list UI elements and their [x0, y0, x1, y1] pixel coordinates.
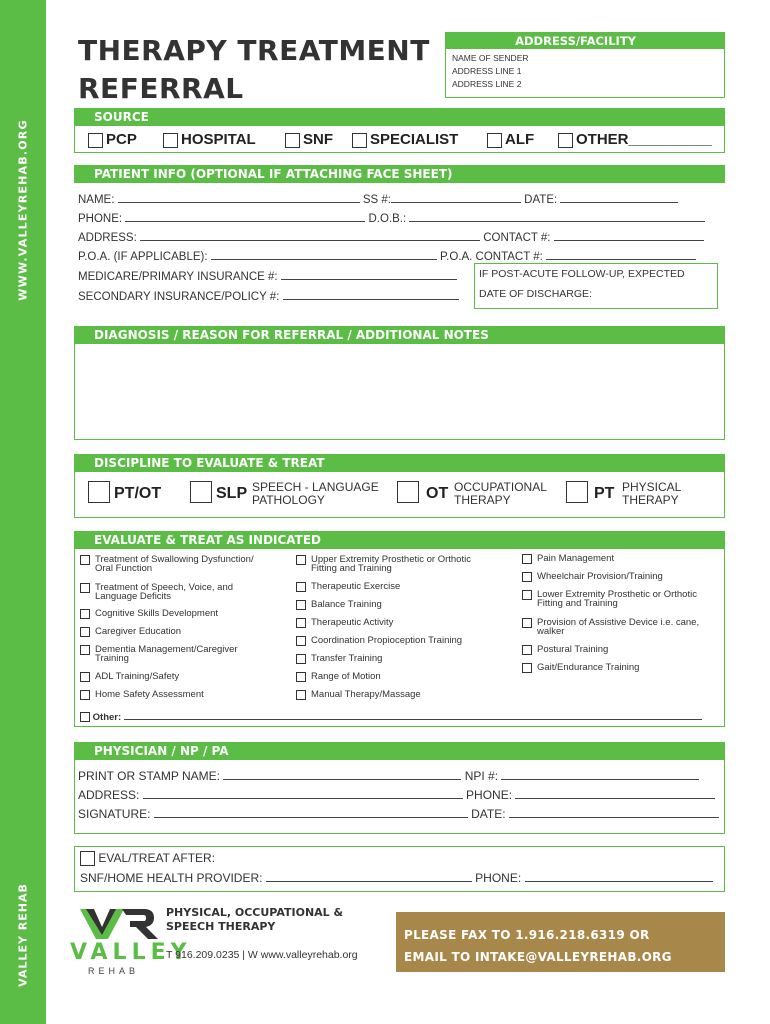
treatment-label: Provision of Assistive Device i.e. cane,: [537, 617, 700, 628]
treatment-label: Pain Management: [537, 553, 615, 564]
address-facility-box[interactable]: [445, 32, 725, 98]
treatment-option[interactable]: [522, 618, 699, 636]
treatment-checkbox[interactable]: [296, 582, 306, 592]
treatment-option[interactable]: [522, 554, 614, 563]
treatment-label: Balance Training: [311, 599, 382, 610]
treatment-label: Gait/Endurance Training: [537, 662, 640, 673]
eval-after-checkbox[interactable]: [80, 851, 95, 866]
treatment-checkbox[interactable]: [80, 672, 90, 682]
treatment-option[interactable]: [80, 583, 233, 601]
treatment-checkbox[interactable]: [296, 618, 306, 628]
treatment-option[interactable]: [296, 654, 382, 663]
source-hospital-option[interactable]: HOSPITAL: [163, 131, 256, 149]
treatment-label: walker: [537, 626, 565, 637]
treatment-checkbox[interactable]: [522, 645, 532, 655]
source-other-option[interactable]: OTHER__________: [558, 131, 712, 149]
evaluate-other-row[interactable]: Other:: [80, 711, 702, 725]
pcp-checkbox[interactable]: [88, 133, 103, 148]
treatment-checkbox[interactable]: [80, 627, 90, 637]
website-vertical-text: WWW.VALLEYREHAB.ORG: [16, 119, 30, 301]
treatment-label: Therapeutic Exercise: [311, 581, 401, 592]
treatment-checkbox[interactable]: [80, 609, 90, 619]
treatment-option[interactable]: [522, 645, 608, 654]
treatment-option[interactable]: [296, 582, 400, 591]
discipline-pt-option[interactable]: PT PHYSICAL THERAPY: [566, 481, 588, 503]
treatment-option[interactable]: [522, 663, 639, 672]
treatment-option[interactable]: [80, 627, 181, 636]
treatment-checkbox[interactable]: [296, 600, 306, 610]
treatment-checkbox[interactable]: [80, 690, 90, 700]
alf-checkbox[interactable]: [487, 133, 502, 148]
treatment-checkbox[interactable]: [522, 554, 532, 564]
evaluate-treat-heading: EVALUATE & TREAT AS INDICATED: [74, 531, 725, 549]
patient-medicare-row[interactable]: MEDICARE/PRIMARY INSURANCE #:: [78, 269, 457, 284]
treatment-checkbox[interactable]: [522, 572, 532, 582]
treatment-label: Postural Training: [537, 644, 609, 655]
treatment-checkbox[interactable]: [80, 583, 90, 593]
post-acute-discharge-box[interactable]: IF POST-ACUTE FOLLOW-UP, EXPECTED DATE OF DISCHARGE:: [474, 263, 718, 309]
diagnosis-heading: DIAGNOSIS / REASON FOR REFERRAL / ADDITIONAL NOTES: [74, 326, 725, 344]
sidebar-band: [0, 0, 46, 1024]
treatment-option[interactable]: [522, 572, 663, 581]
treatment-checkbox[interactable]: [80, 645, 90, 655]
treatment-option[interactable]: [296, 555, 471, 573]
treatment-checkbox[interactable]: [296, 654, 306, 664]
treatment-option[interactable]: [80, 555, 254, 573]
fax-line: PLEASE FAX TO 1.916.218.6319 OR: [404, 928, 650, 942]
eval-after-row[interactable]: EVAL/TREAT AFTER:: [80, 851, 215, 866]
address-line-2: ADDRESS LINE 2: [452, 79, 522, 89]
ot-checkbox[interactable]: [397, 481, 419, 503]
source-specialist-option[interactable]: SPECIALIST: [352, 131, 458, 149]
sender-name-line: NAME OF SENDER: [452, 53, 529, 63]
address-line-1: ADDRESS LINE 1: [452, 66, 522, 76]
discipline-ot-option[interactable]: OT OCCUPATIONAL THERAPY: [397, 481, 419, 503]
treatment-checkbox[interactable]: [296, 636, 306, 646]
patient-poa-row[interactable]: P.O.A. (IF APPLICABLE): P.O.A. CONTACT #:: [78, 249, 696, 264]
treatment-checkbox[interactable]: [296, 555, 306, 565]
source-snf-option[interactable]: SNF: [285, 131, 333, 149]
address-facility-heading: ADDRESS/FACILITY: [446, 33, 724, 49]
treatment-option[interactable]: [296, 690, 421, 699]
discipline-heading: DISCIPLINE TO EVALUATE & TREAT: [74, 454, 725, 472]
treatment-label: Upper Extremity Prosthetic or Orthotic: [311, 554, 471, 565]
physician-signature-row[interactable]: SIGNATURE: DATE:: [78, 807, 719, 821]
treatment-label: Oral Function: [95, 563, 153, 574]
physician-heading: PHYSICIAN / NP / PA: [74, 742, 725, 760]
email-line[interactable]: EMAIL TO INTAKE@VALLEYREHAB.ORG: [404, 950, 672, 964]
other-checkbox[interactable]: [558, 133, 573, 148]
treatment-option[interactable]: [80, 645, 238, 663]
patient-name-row[interactable]: NAME: SS #: DATE:: [78, 192, 678, 207]
treatment-label: Transfer Training: [311, 653, 383, 664]
patient-phone-row[interactable]: PHONE: D.O.B.:: [78, 211, 705, 226]
discipline-ptot-option[interactable]: PT/OT: [88, 481, 110, 503]
source-pcp-option[interactable]: PCP: [88, 131, 137, 149]
treatment-label: Home Safety Assessment: [95, 689, 204, 700]
treatment-label: Fitting and Training: [537, 598, 618, 609]
vr-logo-icon: [72, 905, 167, 941]
patient-secondary-row[interactable]: SECONDARY INSURANCE/POLICY #:: [78, 289, 459, 304]
treatment-label: Cognitive Skills Development: [95, 608, 219, 619]
patient-info-heading: PATIENT INFO (OPTIONAL IF ATTACHING FACE SHEET): [74, 165, 725, 183]
ptot-checkbox[interactable]: [88, 481, 110, 503]
footer-contact: T 916.209.0235 | W www.valleyrehab.org: [166, 949, 358, 961]
provider-row[interactable]: SNF/HOME HEALTH PROVIDER: PHONE:: [80, 871, 713, 885]
physician-address-row[interactable]: ADDRESS: PHONE:: [78, 788, 715, 802]
pt-checkbox[interactable]: [566, 481, 588, 503]
logo-subword: REHAB: [88, 966, 140, 976]
patient-address-row[interactable]: ADDRESS: CONTACT #:: [78, 230, 704, 245]
treatment-checkbox[interactable]: [522, 663, 532, 673]
treatment-label: ADL Training/Safety: [95, 671, 180, 682]
treatment-label: Caregiver Education: [95, 626, 182, 637]
discipline-slp-option[interactable]: SLP SPEECH - LANGUAGE PATHOLOGY: [190, 481, 212, 503]
treatment-label: Language Deficits: [95, 591, 172, 602]
logo-wordmark: VALLEY: [70, 940, 192, 965]
snf-checkbox[interactable]: [285, 133, 300, 148]
footer-tagline: PHYSICAL, OCCUPATIONAL & SPEECH THERAPY: [166, 906, 344, 933]
physician-name-row[interactable]: PRINT OR STAMP NAME: NPI #:: [78, 769, 699, 783]
treatment-option[interactable]: [296, 672, 381, 681]
page-title: THERAPY TREATMENT REFERRAL: [78, 34, 430, 105]
slp-checkbox[interactable]: [190, 481, 212, 503]
specialist-checkbox[interactable]: [352, 133, 367, 148]
treatment-label: Manual Therapy/Massage: [311, 689, 421, 700]
treatment-option[interactable]: [80, 672, 179, 681]
treatment-label: Fitting and Training: [311, 563, 392, 574]
treatment-label: Wheelchair Provision/Training: [537, 571, 663, 582]
fax-email-box: [396, 912, 725, 972]
other-treatment-checkbox[interactable]: [80, 712, 90, 722]
treatment-option[interactable]: [296, 636, 462, 645]
source-heading: SOURCE: [74, 108, 725, 126]
brand-vertical-text: VALLEY REHAB: [16, 883, 30, 987]
treatment-option[interactable]: [522, 590, 697, 608]
treatment-option[interactable]: [296, 600, 382, 609]
treatment-checkbox[interactable]: [522, 590, 532, 600]
treatment-label: Treatment of Speech, Voice, and: [95, 582, 234, 593]
treatment-label: Treatment of Swallowing Dysfunction/: [95, 554, 254, 565]
treatment-label: Lower Extremity Prosthetic or Orthotic: [537, 589, 697, 600]
treatment-option[interactable]: [80, 690, 204, 699]
treatment-label: Range of Motion: [311, 671, 381, 682]
treatment-label: Training: [95, 653, 129, 664]
source-alf-option[interactable]: ALF: [487, 131, 534, 149]
treatment-label: Therapeutic Activity: [311, 617, 394, 628]
treatment-checkbox[interactable]: [296, 690, 306, 700]
treatment-checkbox[interactable]: [522, 618, 532, 628]
treatment-checkbox[interactable]: [296, 672, 306, 682]
hospital-checkbox[interactable]: [163, 133, 178, 148]
treatment-label: Dementia Management/Caregiver: [95, 644, 238, 655]
treatment-checkbox[interactable]: [80, 555, 90, 565]
treatment-option[interactable]: [80, 609, 218, 618]
treatment-label: Coordination Propioception Training: [311, 635, 463, 646]
treatment-option[interactable]: [296, 618, 393, 627]
